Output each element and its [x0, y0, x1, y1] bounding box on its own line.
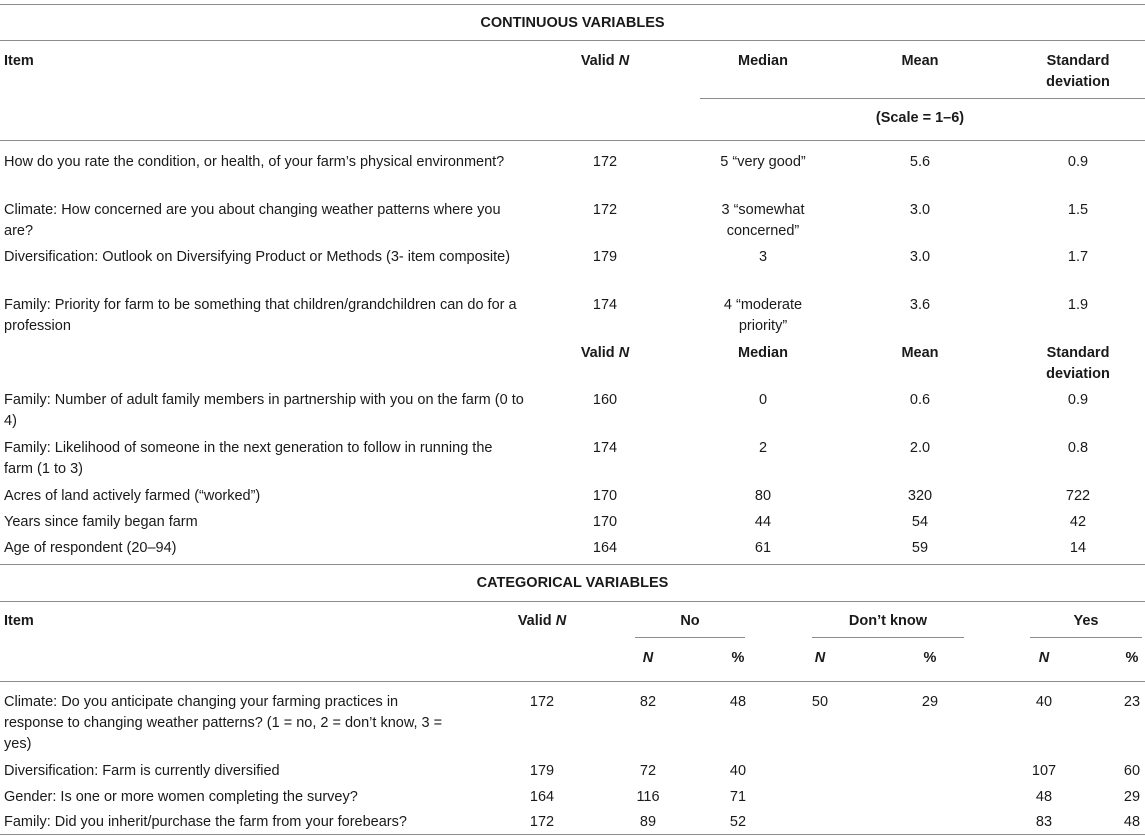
row-yes-n: 48 — [1035, 789, 1053, 805]
row-mean: 3.0 — [909, 249, 931, 265]
yes-pct-header: % — [1125, 650, 1139, 666]
row-item: Diversification: Farm is currently diversified — [4, 763, 280, 779]
row-sd: 0.9 — [1067, 154, 1089, 170]
no-n-header: N — [642, 650, 654, 666]
row-median: 44 — [754, 514, 772, 530]
continuous-heading: CONTINUOUS VARIABLES — [480, 15, 665, 31]
row-yes-pct: 23 — [1123, 694, 1141, 710]
row-no-n: 72 — [639, 763, 657, 779]
row-item: Family: Number of adult family members in partnership with you on the farm (0 to 4) — [4, 392, 524, 429]
row-item: Age of respondent (20–94) — [4, 540, 177, 556]
cat-col-dont-know-header: Don’t know — [848, 613, 928, 629]
col-median-subheader: Median — [738, 345, 788, 361]
cat-col-valid-n-header: Valid N — [517, 613, 567, 629]
row-valid-n: 170 — [592, 514, 618, 530]
row-valid-n: 172 — [592, 154, 618, 170]
row-mean: 320 — [907, 488, 933, 504]
dk-pct-header: % — [923, 650, 937, 666]
row-no-pct: 40 — [729, 763, 747, 779]
row-valid-n: 172 — [529, 694, 555, 710]
row-valid-n: 160 — [592, 392, 618, 408]
scale-rule — [700, 98, 1145, 99]
row-median: 3 — [758, 249, 768, 265]
scale-note: (Scale = 1–6) — [875, 110, 965, 126]
row-no-n: 116 — [636, 789, 660, 805]
row-valid-n: 170 — [592, 488, 618, 504]
no-pct-header: % — [731, 650, 745, 666]
row-sd: 1.7 — [1067, 249, 1089, 265]
row-mean: 3.6 — [909, 297, 931, 313]
row-no-pct: 48 — [729, 694, 747, 710]
row-item: Family: Did you inherit/purchase the farm from your forebears? — [4, 814, 407, 830]
row-sd: 1.9 — [1067, 297, 1089, 313]
row-sd: 722 — [1065, 488, 1091, 504]
row-valid-n: 164 — [592, 540, 618, 556]
row-item: How do you rate the condition, or health, of your farm’s physical environment? — [4, 154, 505, 170]
col-mean-header: Mean — [901, 53, 939, 69]
row-valid-n: 179 — [529, 763, 555, 779]
row-mean: 2.0 — [909, 440, 931, 456]
row-item: Gender: Is one or more women completing the survey? — [4, 789, 358, 805]
row-valid-n: 174 — [592, 297, 618, 313]
cat-col-no-header: No — [680, 613, 700, 629]
continuous-header-rule — [0, 140, 1145, 141]
row-median: 3 “somewhat concerned” — [721, 202, 805, 239]
row-no-n: 89 — [639, 814, 657, 830]
categorical-heading: CATEGORICAL VARIABLES — [476, 575, 669, 591]
row-median: 80 — [754, 488, 772, 504]
row-yes-n: 107 — [1031, 763, 1057, 779]
row-item: Diversification: Outlook on Diversifying Product or Methods (3- item composite) — [4, 249, 511, 265]
row-median: 2 — [758, 440, 768, 456]
row-median: 5 “very good” — [720, 154, 806, 170]
col-sd-header: Standard deviation — [1046, 53, 1110, 90]
row-yes-pct: 29 — [1123, 789, 1141, 805]
no-group-rule — [635, 637, 745, 638]
bottom-rule — [0, 834, 1145, 835]
row-sd: 1.5 — [1067, 202, 1089, 218]
yes-group-rule — [1030, 637, 1142, 638]
row-mean: 5.6 — [909, 154, 931, 170]
row-sd: 0.9 — [1067, 392, 1089, 408]
cat-col-item-header: Item — [4, 613, 34, 629]
row-sd: 0.8 — [1067, 440, 1089, 456]
dont-know-group-rule — [812, 637, 964, 638]
col-valid-n-header: Valid N — [580, 53, 630, 69]
row-valid-n: 179 — [592, 249, 618, 265]
row-item: Climate: How concerned are you about changing weather patterns where you are? — [4, 202, 501, 239]
row-mean: 59 — [911, 540, 929, 556]
row-median: 4 “moderate priority” — [723, 297, 803, 334]
row-valid-n: 172 — [529, 814, 555, 830]
col-mean-subheader: Mean — [901, 345, 939, 361]
dk-n-header: N — [814, 650, 826, 666]
row-yes-pct: 60 — [1123, 763, 1141, 779]
row-item: Family: Priority for farm to be something that children/grandchildren can do for a profession — [4, 297, 517, 334]
col-item-header: Item — [4, 53, 34, 69]
categorical-heading-rule — [0, 601, 1145, 602]
top-rule — [0, 4, 1145, 5]
row-mean: 0.6 — [909, 392, 931, 408]
row-median: 0 — [758, 392, 768, 408]
row-median: 61 — [754, 540, 772, 556]
row-dk-n: 50 — [811, 694, 829, 710]
continuous-heading-rule — [0, 40, 1145, 41]
cat-col-yes-header: Yes — [1073, 613, 1099, 629]
col-valid-n-subheader: Valid N — [580, 345, 630, 361]
row-item: Acres of land actively farmed (“worked”) — [4, 488, 261, 504]
row-valid-n: 172 — [592, 202, 618, 218]
row-item: Family: Likelihood of someone in the next generation to follow in running the farm (1 to 3) — [4, 440, 493, 477]
row-yes-pct: 48 — [1123, 814, 1141, 830]
row-no-pct: 71 — [729, 789, 747, 805]
row-yes-n: 83 — [1035, 814, 1053, 830]
row-valid-n: 174 — [592, 440, 618, 456]
yes-n-header: N — [1038, 650, 1050, 666]
row-valid-n: 164 — [529, 789, 555, 805]
row-item: Years since family began farm — [4, 514, 198, 530]
row-item: Climate: Do you anticipate changing your farming practices in response to changing weather patterns? (1 = no, 2 = don’t know, 3 = yes) — [4, 694, 443, 752]
row-dk-pct: 29 — [921, 694, 939, 710]
row-mean: 3.0 — [909, 202, 931, 218]
row-yes-n: 40 — [1035, 694, 1053, 710]
continuous-end-rule — [0, 564, 1145, 565]
col-median-header: Median — [738, 53, 788, 69]
categorical-header-rule — [0, 681, 1145, 682]
row-no-n: 82 — [639, 694, 657, 710]
row-mean: 54 — [911, 514, 929, 530]
row-sd: 42 — [1069, 514, 1087, 530]
row-sd: 14 — [1069, 540, 1087, 556]
row-no-pct: 52 — [729, 814, 747, 830]
col-sd-subheader: Standard deviation — [1046, 345, 1110, 382]
